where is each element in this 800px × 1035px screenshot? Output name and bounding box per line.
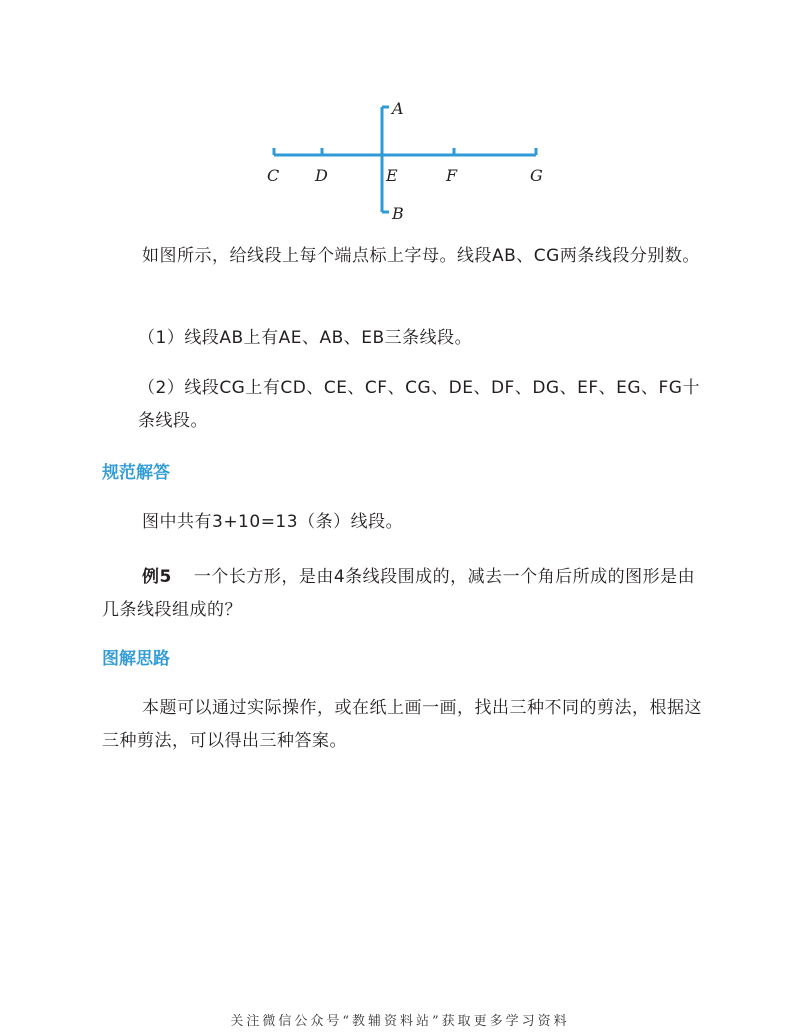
label-a: A bbox=[392, 99, 404, 118]
heading-standard-answer: 规范解答 bbox=[102, 463, 170, 483]
label-e: E bbox=[386, 166, 398, 185]
paragraph-cg-segments: （2）线段CG上有CD、CE、CF、CG、DE、DF、DG、EF、EG、FG十条线段。 bbox=[138, 378, 700, 431]
segment-lines bbox=[274, 107, 536, 212]
label-f: F bbox=[446, 166, 458, 185]
example-text: 一个长方形，是由4条线段围成的，减去一个角后所成的图形是由几条线段组成的？ bbox=[102, 567, 696, 620]
label-d: D bbox=[315, 166, 328, 185]
example-5 bbox=[102, 561, 702, 627]
label-c: C bbox=[267, 166, 280, 185]
footer-watermark: 关注微信公众号“教辅资料站”获取更多学习资料 bbox=[230, 1014, 570, 1029]
paragraph-answer: 图中共有3+10=13（条）线段。 bbox=[142, 512, 404, 532]
paragraph-ab-segments: （1）线段AB上有AE、AB、EB三条线段。 bbox=[138, 328, 473, 348]
label-g: G bbox=[530, 166, 543, 185]
heading-solution-idea: 图解思路 bbox=[102, 649, 170, 669]
example-label: 例5 bbox=[142, 567, 172, 587]
line-segment-figure bbox=[260, 95, 560, 225]
label-b: B bbox=[392, 204, 404, 223]
paragraph-figure-explanation: 如图所示，给线段上每个端点标上字母。线段AB、CG两条线段分别数。 bbox=[142, 246, 700, 266]
paragraph-solution-idea: 本题可以通过实际操作，或在纸上画一画，找出三种不同的剪法，根据这三种剪法，可以得出三种答案。 bbox=[102, 698, 702, 751]
